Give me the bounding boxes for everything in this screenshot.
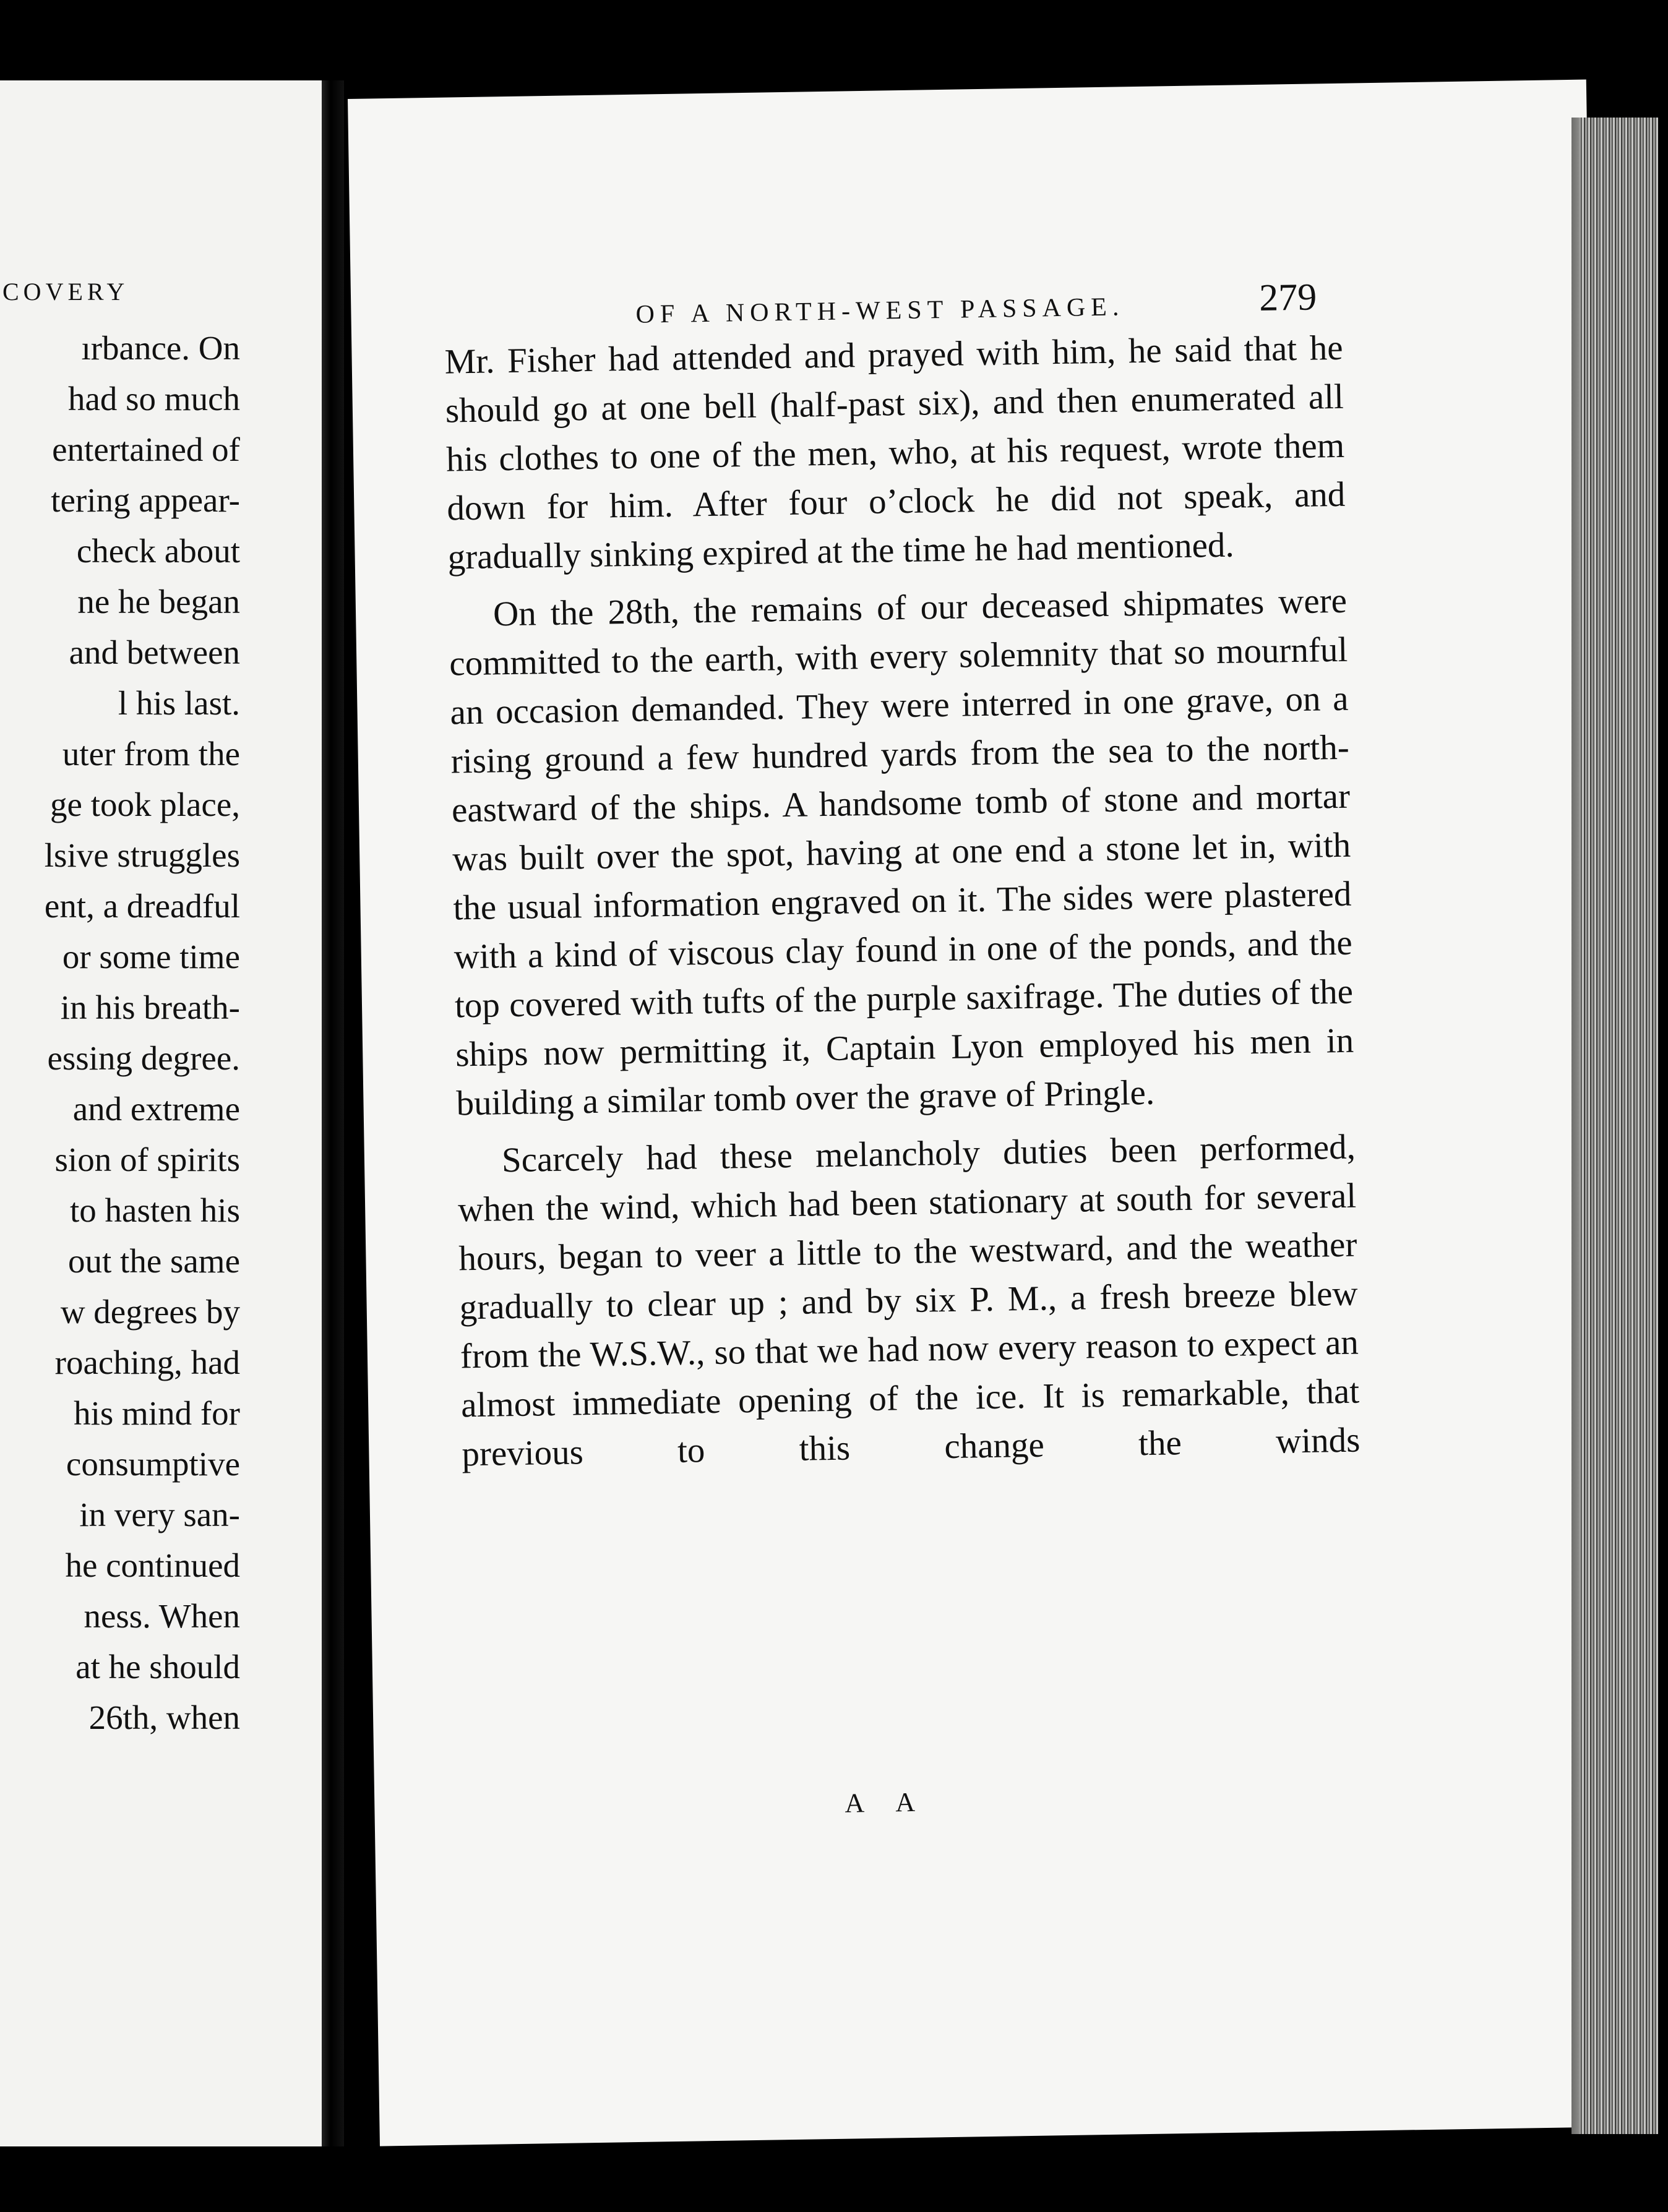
left-text-line: ne he began: [77, 583, 240, 620]
binding-gutter: [322, 80, 344, 2146]
left-text-line: ness. When: [84, 1597, 240, 1635]
left-text-line: lsive struggles: [44, 836, 240, 874]
right-page: [348, 80, 1619, 2146]
left-page: [0, 80, 322, 2146]
left-text-line: at he should: [75, 1648, 240, 1686]
left-text-line: to hasten his: [70, 1191, 240, 1229]
left-text-line: 26th, when: [88, 1699, 240, 1736]
left-running-head: COVERY: [2, 278, 129, 306]
left-text-line: he continued: [65, 1546, 240, 1584]
paragraph: Scarcely had these melancholy duties been performed, when the wind, which had been stationary at south for several hours, began to veer a little to the westward, and the weather gradually to clear up ; and by six P. M., a fresh breeze blew from the W.S.W., so that we had now every reason to expect an almost immediate opening of the ice. It is remarkable, that previous to this change the winds: [457, 1127, 1361, 1474]
left-text-line: tering appear-: [51, 481, 240, 519]
left-text-line: check about: [76, 532, 240, 570]
left-text-line: out the same: [68, 1242, 240, 1280]
left-text-line: and extreme: [72, 1090, 240, 1128]
left-page-text: [45, 323, 240, 1743]
left-text-line: roaching, had: [54, 1344, 240, 1381]
left-text-line: ge took place,: [50, 786, 240, 823]
page-fore-edge: [1579, 118, 1658, 2134]
paragraph: On the 28th, the remains of our deceased shipmates were committed to the earth, with every solemnity that so mournful an occasion demanded. They were interred in one grave, on a rising ground a few hundred yards from the sea to the north-eastward of the ships. A handsome tomb of stone and mortar was built over the spot, having at one end a stone let in, with the usual information engraved on it. The sides were plastered with a kind of viscous clay found in one of the ponds, and the top covered with tufts of the purple saxifrage. The duties of the ships now permitting it, Captain Lyon employed his men in building a similar tomb over the grave of Pringle.: [449, 581, 1354, 1123]
left-text-line: sion of spirits: [54, 1141, 240, 1178]
body-text: [444, 324, 1361, 1488]
running-head: OF A NORTH-WEST PASSAGE.: [635, 293, 1125, 329]
page-number: 279: [1258, 276, 1317, 319]
left-text-line: and between: [69, 633, 240, 671]
left-text-line: had so much: [67, 380, 240, 418]
left-text-line: uter from the: [62, 735, 240, 773]
paragraph: Mr. Fisher had attended and prayed with him, he said that he should go at one bell (half-past six), and then enumerated all his clothes to one of the men, who, at his request, wrote them down for him. After four o’clock he did not speak, and gradually sinking expired at the time he had mentioned.: [444, 328, 1346, 577]
left-text-line: w degrees by: [60, 1293, 240, 1331]
left-text-line: entertained of: [52, 431, 240, 468]
left-text-line: essing degree.: [47, 1039, 240, 1077]
left-text-line: in his breath-: [60, 988, 240, 1026]
left-text-line: his mind for: [74, 1394, 240, 1432]
left-text-line: ırbance. On: [81, 329, 240, 367]
left-text-line: consumptive: [66, 1445, 240, 1483]
signature-mark: A A: [844, 1786, 929, 1819]
left-text-line: or some time: [62, 938, 240, 975]
left-text-line: l his last.: [118, 684, 240, 722]
left-text-line: in very san-: [79, 1496, 240, 1533]
left-text-line: ent, a dreadful: [44, 887, 240, 925]
